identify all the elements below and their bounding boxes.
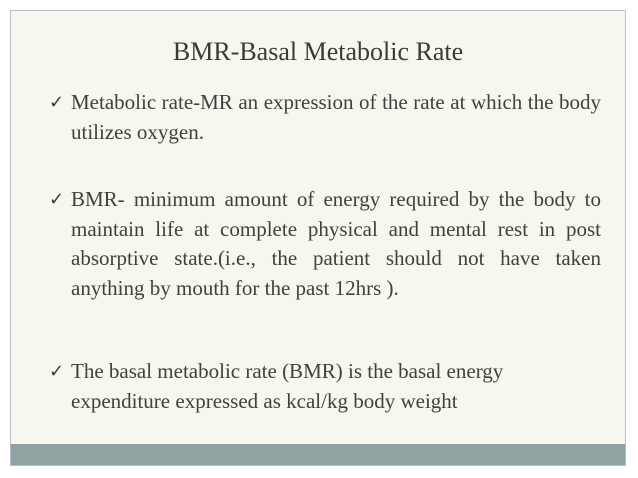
slide-title: BMR-Basal Metabolic Rate — [172, 37, 464, 66]
checkmark-icon: ✓ — [49, 92, 65, 113]
bullet-item-bmr-expenditure — [49, 357, 601, 416]
bullet-item-bmr-definition — [49, 185, 601, 303]
checkmark-icon: ✓ — [49, 189, 65, 210]
footer-bar — [11, 444, 625, 465]
bullet-text: Metabolic rate-MR an expression of the rate at which the body utilizes oxygen. — [71, 90, 601, 144]
checkmark-icon: ✓ — [49, 361, 65, 382]
bullet-text: BMR- minimum amount of energy required by the body to maintain life at complete physical and mental rest in post absorptive state.(i.e., the patient should not have taken anything by mouth for the past 12hrs ). — [71, 187, 601, 300]
bullet-item-metabolic-rate — [49, 88, 601, 147]
slide — [10, 10, 626, 466]
bullet-text: The basal metabolic rate (BMR) is the basal energy expenditure expressed as kcal/kg body weight — [71, 359, 504, 413]
